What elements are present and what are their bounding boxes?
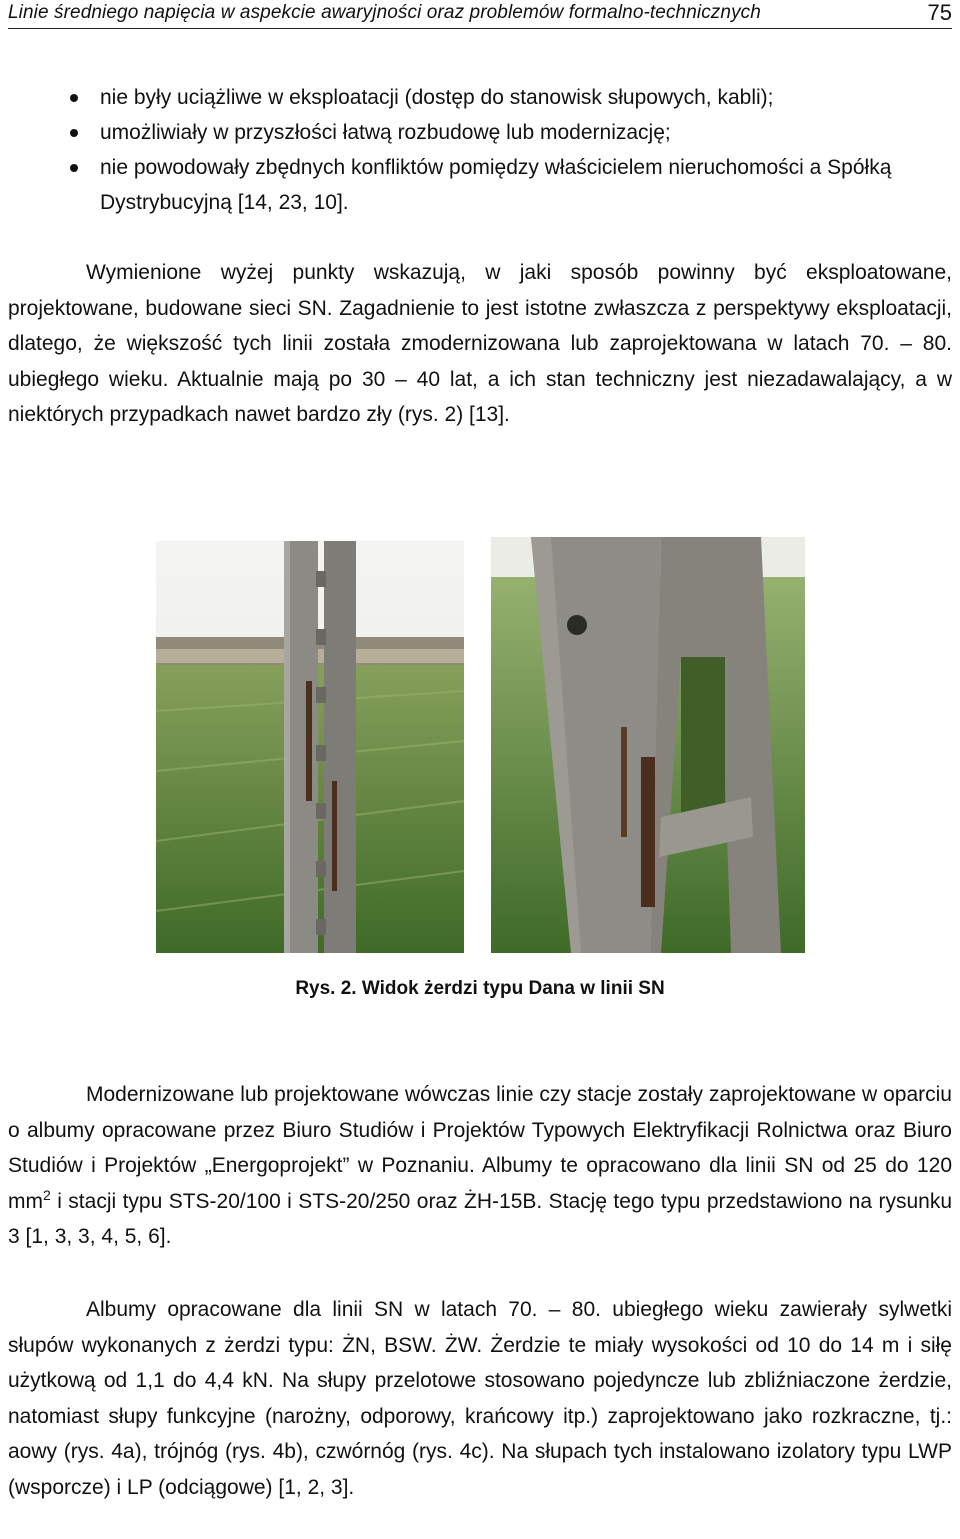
list-item-text: nie były uciążliwe w eksploatacji (dostęp do stanowisk słupowych, kabli); bbox=[100, 86, 774, 109]
page-header bbox=[8, 0, 952, 29]
concrete-pole-field-image bbox=[156, 541, 464, 953]
paragraph-poles: Albumy opracowane dla linii SN w latach 70. – 80. ubiegłego wieku zawierały sylwetki słupów wykonanych z żerdzi typu: ŻN, BSW. ŻW. Żerdzie te miały wysokości od 10 do 14 m i siłę użytkową od 1,1 do 4,4 kN. Na słupy przelotowe stosowano pojedyncze lub zbliźniaczone żerdzie, natomiast słupy funkcyjne (narożny, odporowy, krańcowy itp.) zaprojektowano jako rozkraczne, tj.: aowy (rys. 4a), trójnóg (rys. 4b), czwórnóg (rys. 4c). Na słupach tych instalowano izolatory typu LWP (wsporcze) i LP (odciągowe) [1, 2, 3]. bbox=[8, 1298, 952, 1499]
paragraph-text: Modernizowane lub projektowane wówczas linie czy stacje zostały zaprojektowane w oparciu o albumy opracowane przez Biuro Studiów i Projektów Typowych Elektryfikacji Rolnictwa oraz Biuro Studiów i Projektów „Energoprojekt” w Poznaniu. Albumy te opracowano dla linii SN od 25 do 120 mm bbox=[8, 1083, 952, 1213]
list-item-text: nie powodowały zbędnych konfliktów pomiędzy właścicielem nieruchomości a Spółką Dystrybucyjną [14, 23, 10]. bbox=[100, 156, 892, 214]
figure-photo-left bbox=[156, 541, 464, 953]
list-item-text: umożliwiały w przyszłości łatwą rozbudowę lub modernizację; bbox=[100, 121, 671, 144]
figure-caption: Rys. 2. Widok żerdzi typu Dana w linii SN bbox=[295, 978, 665, 999]
page-number: 75 bbox=[927, 0, 952, 25]
list-item bbox=[64, 80, 954, 115]
paragraph-text: i stacji typu STS-20/100 i STS-20/250 oraz ŻH-15B. Stację tego typu przedstawiono na rysunku 3 [1, 3, 3, 4, 5, 6]. bbox=[8, 1189, 952, 1249]
bullet-icon bbox=[70, 164, 78, 172]
list-item bbox=[64, 115, 954, 150]
running-title: Linie średniego napięcia w aspekcie awaryjności oraz problemów formalno-technicznych bbox=[8, 2, 761, 23]
concrete-pole-closeup-image bbox=[491, 537, 805, 953]
paragraph-intro: Wymienione wyżej punkty wskazują, w jaki sposób powinny być eksploatowane, projektowane, budowane sieci SN. Zagadnienie to jest istotne zwłaszcza z perspektywy eksploatacji, dlatego, że większość tych linii została zmodernizowana lub zaprojektowana w latach 70. – 80. ubiegłego wieku. Aktualnie mają po 30 – 40 lat, a ich stan techniczny jest niezadawalający, a w niektórych przypadkach nawet bardzo zły (rys. 2) [13]. bbox=[8, 261, 952, 427]
bullet-icon bbox=[70, 94, 78, 102]
figure-photo-right bbox=[491, 537, 805, 953]
bullet-list bbox=[64, 80, 954, 220]
list-item bbox=[64, 150, 954, 220]
superscript: 2 bbox=[43, 1186, 51, 1203]
paragraph-albums bbox=[8, 1077, 952, 1255]
bullet-icon bbox=[70, 129, 78, 137]
